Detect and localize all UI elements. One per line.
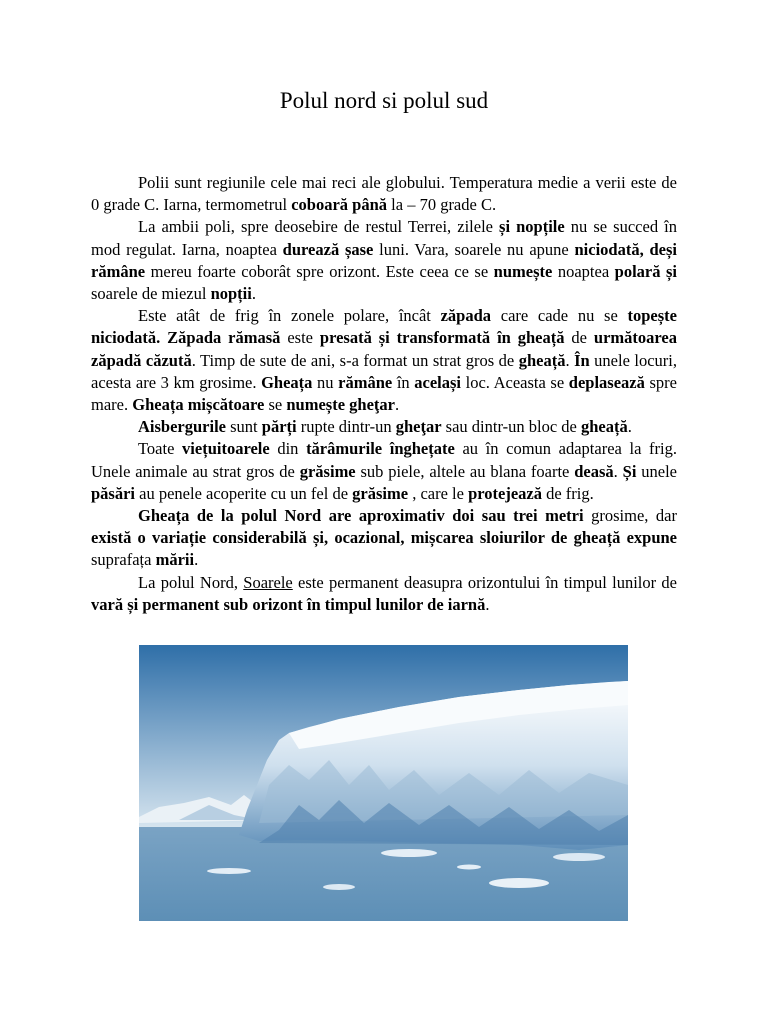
bold-text: viețuitoarele [182,439,270,459]
bold-text: protejează [468,483,542,503]
bold-text: vară și permanent sub orizont în timpul lunilor de iarnă [91,594,486,614]
bold-text: niciodată, deși rămâne [91,239,677,281]
text-run: soarele de miezul [91,284,211,304]
bold-text: gheață [580,417,628,437]
paragraph [91,172,677,216]
underlined-text: Soarele [243,572,293,592]
bold-text: grăsime [299,461,356,481]
text-run: La polul Nord, [138,572,244,592]
text-run: de [564,328,594,348]
text-run: au în comun adaptarea la frig. Unele animale au strat gros de [91,439,677,481]
ice-floe [553,853,605,861]
text-run: unele locuri, acesta are 3 km grosime. [91,350,678,392]
bold-text: Aisbergurile [138,417,226,437]
bold-text: Gheața mișcătoare [132,395,265,415]
text-run: . [394,395,400,415]
paragraph [91,572,677,616]
bold-text: există o variație considerabilă și, ocazional, mișcarea sloiurilor de gheață expune [91,528,677,548]
bold-text: și nopțile [499,217,565,237]
bold-text: tărâmurile înghețate [306,439,455,459]
text-run: grosime, dar [583,506,677,526]
paragraph [91,438,677,505]
paragraph [91,305,677,416]
text-run: . Timp de sute de ani, s-a format un strat gros de [191,350,519,370]
bold-text: durează șase [282,239,374,259]
text-run: . [251,284,256,304]
bold-text: următoarea zăpadă căzută [91,328,678,370]
text-run: din [269,439,307,459]
text-run: loc. Aceasta se [461,372,569,392]
bold-text: grăsime [352,483,409,503]
paragraph [91,216,677,305]
text-run: sau dintr-un bloc de [441,417,581,437]
text-run: sub piele, altele au blana foarte [355,461,575,481]
text-run: este permanent deasupra orizontului în timpul lunilor de [292,572,677,592]
text-run: în [392,372,415,392]
bold-text: deasă [574,461,614,481]
text-run: la – 70 grade C. [387,195,497,215]
text-run: . [613,461,623,481]
paragraph [91,416,677,438]
bold-text: Gheața [261,372,313,392]
text-run: mereu foarte coborât spre orizont. Este ceea ce se [145,261,494,281]
text-run: Polii sunt regiunile cele mai reci ale globului. Temperatura medie a verii este de 0 grade C. Iarna, termometrul [91,173,677,215]
ice-floe [489,878,549,888]
page-title: Polul nord si polul sud [279,88,489,113]
text-run: noaptea [552,261,615,281]
text-run: de frig. [541,483,594,503]
bold-text: presată și transformată în gheață [319,328,565,348]
bold-text: rămâne [338,372,393,392]
bold-text: mării [155,550,195,570]
text-run: . [565,350,575,370]
bold-text: zăpada [440,306,492,326]
bold-text: păsări [91,483,136,503]
bold-text: părți [261,417,297,437]
text-run: luni. Vara, soarele nu apune [373,239,575,259]
bold-text: numește gheţar [286,395,395,415]
bold-text: deplasează [568,372,645,392]
ice-floe [323,884,355,890]
bold-text: numește [493,261,553,281]
text-run: spre mare. [91,372,677,415]
bold-text: topește niciodată. Zăpada rămasă [91,306,677,348]
ice-floe [207,868,251,874]
text-run: nu [312,372,339,392]
text-run: rupte dintr-un [296,417,396,437]
paragraph [91,505,677,572]
bold-text: gheţar [395,417,442,437]
bold-text: același [414,372,462,392]
text-run: La ambii poli, spre deosebire de restul Terrei, zilele [138,217,500,237]
bold-text: gheață [518,350,566,370]
text-run: este [280,328,320,348]
text-run: . [194,550,199,570]
text-run: , care le [408,483,469,503]
text-run: nu se succed în mod regulat. Iarna, noaptea [91,217,677,259]
bold-text: polară și [614,261,677,281]
text-run: care cade nu se [491,306,628,326]
ice-floe [381,849,437,857]
bold-text: nopții [210,284,252,304]
text-run: suprafața [91,550,156,570]
text-run: unele [636,461,678,481]
bold-text: Și [622,461,637,481]
text-run: se [264,395,287,415]
body-text [91,172,677,616]
text-run: sunt [226,417,262,437]
bold-text: Gheața de la polul Nord are aproximativ doi sau trei metri [138,506,584,526]
text-run: Toate [138,439,183,459]
iceberg-illustration [139,645,628,921]
ice-floe [457,865,481,870]
bold-text: În [574,350,590,370]
text-run: . [627,417,632,437]
bold-text: coboară până [291,195,388,215]
text-run: au penele acoperite cu un fel de [135,483,353,503]
text-run: Este atât de frig în zonele polare, încât [138,306,441,326]
text-run: . [485,594,490,614]
iceberg-photo [139,645,628,921]
